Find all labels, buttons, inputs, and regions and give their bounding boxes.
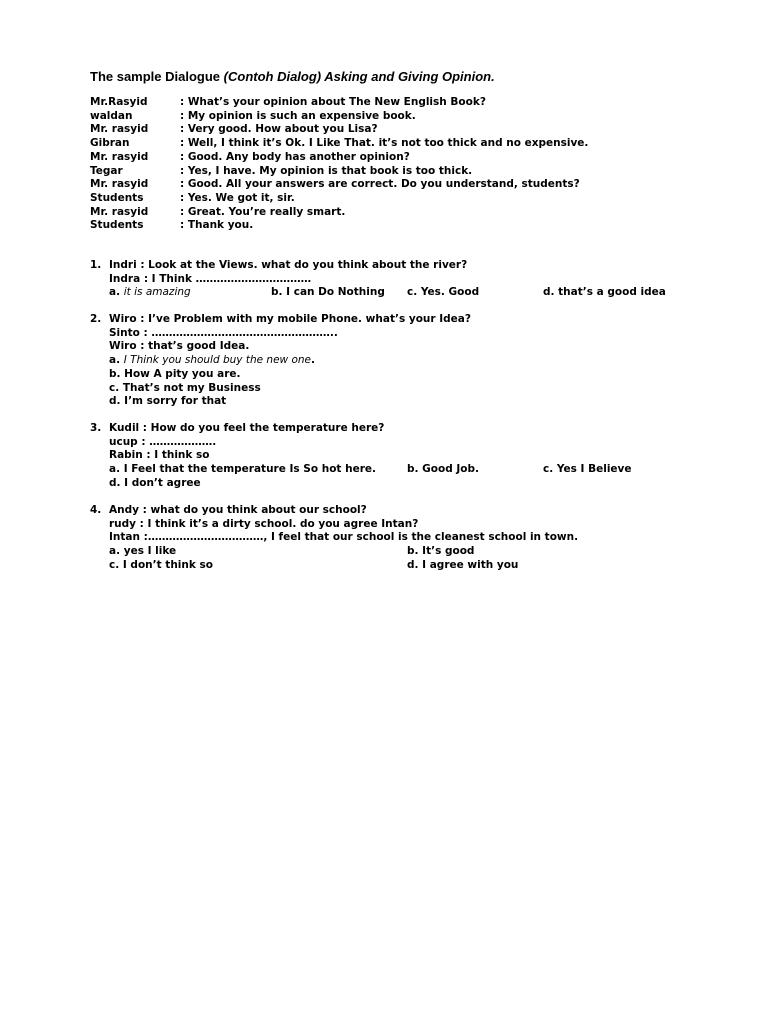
question-line-1: Kudil : How do you feel the temperature here?	[109, 422, 385, 434]
question-2	[90, 313, 471, 409]
dialogue-speaker: Gibran	[90, 137, 130, 150]
dialogue-speaker: Mr. rasyid	[90, 178, 149, 191]
option-b: b. I can Do Nothing	[271, 286, 385, 299]
question-line-3: Rabin : I think so	[109, 449, 210, 462]
question-line	[90, 259, 467, 273]
option-c: c. Yes I Believe	[543, 463, 632, 476]
dialogue-line	[90, 123, 588, 137]
title-prefix: The sample Dialogue	[90, 69, 224, 84]
option-a-prefix: a.	[109, 354, 124, 367]
option-c: c. That’s not my Business	[109, 381, 261, 394]
option-a-suffix: .	[311, 354, 316, 367]
dialogue-text: : What’s your opinion about The New English Book?	[180, 96, 486, 108]
question-line-1: Wiro : I’ve Problem with my mobile Phone. what’s your Idea?	[109, 313, 471, 325]
dialogue-speaker: Students	[90, 191, 144, 204]
question-line	[90, 313, 471, 327]
question-line	[90, 504, 578, 518]
dialogue-line	[90, 178, 588, 192]
dialogue-text: : Thank you.	[180, 219, 254, 232]
option-a	[90, 354, 471, 368]
question-line	[90, 422, 384, 436]
dialogue-line	[90, 137, 588, 151]
dialogue-speaker: Mr. rasyid	[90, 150, 149, 163]
question-number: 4.	[90, 504, 102, 516]
dialogue-text: : Very good. How about you Lisa?	[180, 123, 378, 136]
option-d: d. I agree with you	[407, 558, 519, 571]
question-4	[90, 504, 578, 572]
options-row	[90, 286, 666, 300]
question-number: 3.	[90, 422, 102, 434]
dialogue-line	[90, 165, 588, 179]
option-d: d. I don’t agree	[109, 476, 201, 489]
sample-dialogue	[90, 96, 588, 233]
question-number: 1.	[90, 259, 102, 271]
dialogue-speaker: Mr. rasyid	[90, 205, 149, 218]
option-c: c. I don’t think so	[109, 558, 213, 571]
question-line-3: Intan :……………………………, I feel that our school is the cleanest school in town.	[109, 531, 579, 544]
question-number: 2.	[90, 313, 102, 325]
question-line-2: ucup : ……………….	[109, 435, 217, 448]
option-c: c. Yes. Good	[407, 286, 480, 299]
option-a: a. yes I like	[109, 545, 177, 558]
page-title	[90, 69, 495, 84]
option-b: b. It’s good	[407, 545, 475, 558]
question-line-1: Indri : Look at the Views. what do you think about the river?	[109, 259, 468, 271]
option-b: b. How A pity you are.	[109, 367, 241, 380]
question-line-2: Sinto : ……………………………………………..	[109, 326, 338, 339]
title-italic: (Contoh Dialog) Asking and Giving Opinion.	[223, 69, 495, 84]
dialogue-text: : Yes, I have. My opinion is that book is too thick.	[180, 164, 473, 177]
question-line-1: Andy : what do you think about our school?	[109, 504, 367, 516]
options-row	[90, 545, 578, 559]
dialogue-line	[90, 151, 588, 165]
dialogue-line	[90, 206, 588, 220]
option-a: a. I Feel that the temperature Is So hot here.	[109, 463, 376, 476]
option-d: d. I’m sorry for that	[109, 395, 227, 408]
option-a	[109, 286, 191, 300]
dialogue-text: : Great. You’re really smart.	[180, 205, 346, 218]
dialogue-speaker: Students	[90, 219, 144, 232]
question-3	[90, 422, 632, 491]
dialogue-text: : Well, I think it’s Ok. I Like That. it’s not too thick and no expensive.	[180, 137, 589, 150]
options-row	[90, 559, 578, 573]
dialogue-speaker: waldan	[90, 109, 133, 122]
dialogue-speaker: Mr. rasyid	[90, 123, 149, 136]
question-line-3: Wiro : that’s good Idea.	[109, 340, 250, 353]
dialogue-speaker: Mr.Rasyid	[90, 96, 148, 108]
options-row	[90, 463, 632, 477]
option-a-prefix: a.	[109, 286, 124, 299]
dialogue-text: : My opinion is such an expensive book.	[180, 109, 416, 122]
dialogue-text: : Yes. We got it, sir.	[180, 191, 295, 204]
option-a-text: I Think you should buy the new one	[123, 354, 312, 367]
option-a-text: it is amazing	[123, 286, 191, 299]
question-line-2: rudy : I think it’s a dirty school. do you agree Intan?	[109, 517, 419, 530]
option-d: d. that’s a good idea	[543, 286, 666, 299]
dialogue-text: : Good. Any body has another opinion?	[180, 150, 410, 163]
dialogue-line	[90, 96, 588, 110]
dialogue-text: : Good. All your answers are correct. Do you understand, students?	[180, 178, 580, 191]
dialogue-line	[90, 192, 588, 206]
dialogue-line	[90, 110, 588, 124]
question-line-2: Indra : I Think ……………………………	[109, 272, 312, 285]
option-b: b. Good Job.	[407, 463, 480, 476]
dialogue-speaker: Tegar	[90, 164, 123, 177]
dialogue-line	[90, 219, 588, 233]
question-1	[90, 259, 666, 300]
